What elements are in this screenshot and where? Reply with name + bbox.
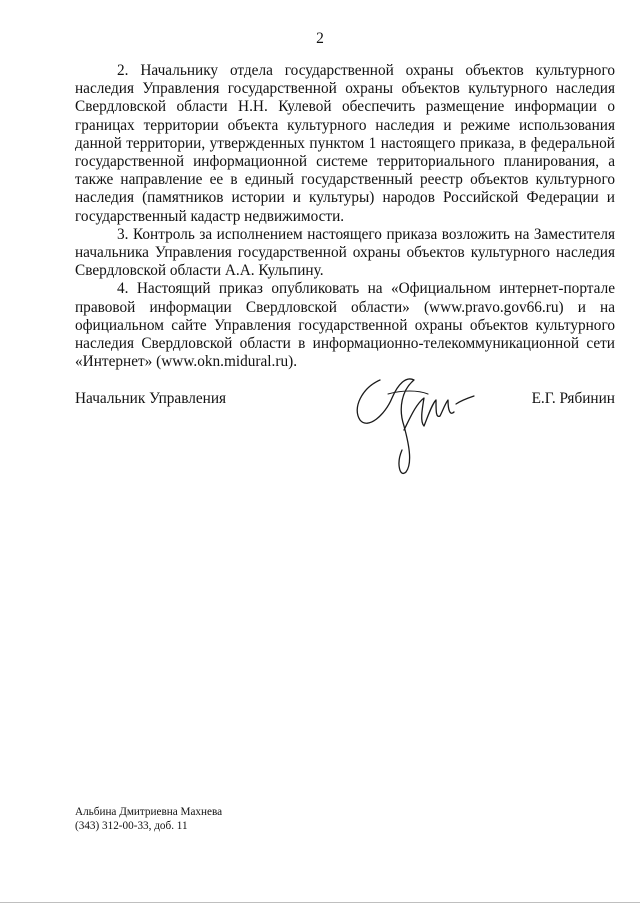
signer-position: Начальник Управления bbox=[75, 390, 227, 407]
handwritten-signature bbox=[340, 360, 480, 485]
paragraph-item-3: 3. Контроль за исполнением настоящего приказа возложить на Заместителя начальника Управления государственной охраны объектов культурного наследия Свердловской области А.А. Кульпину. bbox=[75, 225, 615, 280]
document-body bbox=[75, 62, 615, 371]
signer-name: Е.Г. Рябинин bbox=[531, 390, 615, 407]
executor-phone: (343) 312-00-33, доб. 11 bbox=[75, 819, 188, 832]
paragraph-item-4: 4. Настоящий приказ опубликовать на «Официальном интернет-портале правовой информации Свердловской области» (www.pravo.gov66.ru) и на официальном сайте Управления государственной охраны объектов культурного наследия Свердловской области в информационно-телекоммуникационной сети «Интернет» (www.okn.midural.ru). bbox=[75, 280, 615, 371]
executor-name: Альбина Дмитриевна Махнева bbox=[75, 806, 223, 818]
page-number: 2 bbox=[316, 30, 324, 47]
paragraph-item-2: 2. Начальнику отдела государственной охраны объектов культурного наследия Управления государственной охраны объектов культурного наследия Свердловской области Н.Н. Кулевой обеспечить размещение информации о границах территории объекта культурного наследия и режиме использования данной территории, утвержденных пунктом 1 настоящего приказа, в федеральной государственной информационной системе территориального планирования, а также направление ее в единый государственный реестр объектов культурного наследия (памятников истории и культуры) народов Российской Федерации и государственный кадастр недвижимости. bbox=[75, 62, 615, 225]
footer-contacts bbox=[75, 806, 222, 833]
page-edge-divider bbox=[0, 902, 640, 903]
